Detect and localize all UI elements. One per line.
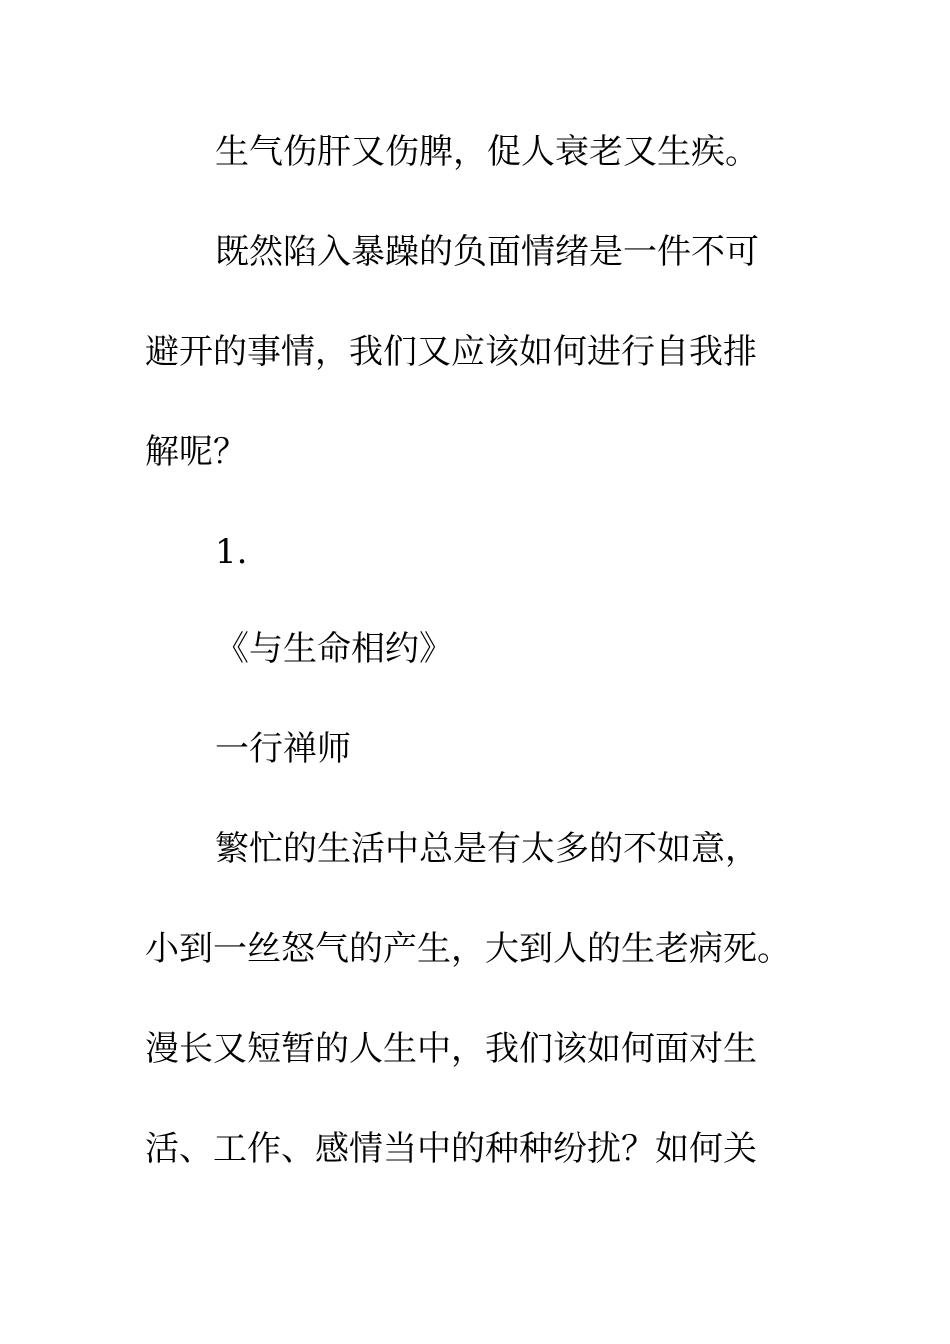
author-name: 一行禅师 — [215, 729, 351, 769]
text-line-1: 生气伤肝又伤脾，促人衰老又生疾。 — [215, 132, 759, 172]
text-line-3: 避开的事情，我们又应该如何进行自我排 — [145, 332, 757, 372]
text-line-4: 解呢？ — [145, 432, 247, 472]
text-line-9: 小到一丝怒气的产生，大到人的生老病死。 — [145, 929, 791, 969]
text-line-2: 既然陷入暴躁的负面情绪是一件不可 — [215, 232, 759, 272]
text-line-11: 活、工作、感情当中的种种纷扰？如何关 — [145, 1129, 757, 1169]
book-title: 《与生命相约》 — [215, 629, 453, 669]
list-number: 1. — [215, 532, 248, 572]
text-line-10: 漫长又短暂的人生中，我们该如何面对生 — [145, 1029, 757, 1069]
text-line-8: 繁忙的生活中总是有太多的不如意， — [215, 829, 759, 869]
